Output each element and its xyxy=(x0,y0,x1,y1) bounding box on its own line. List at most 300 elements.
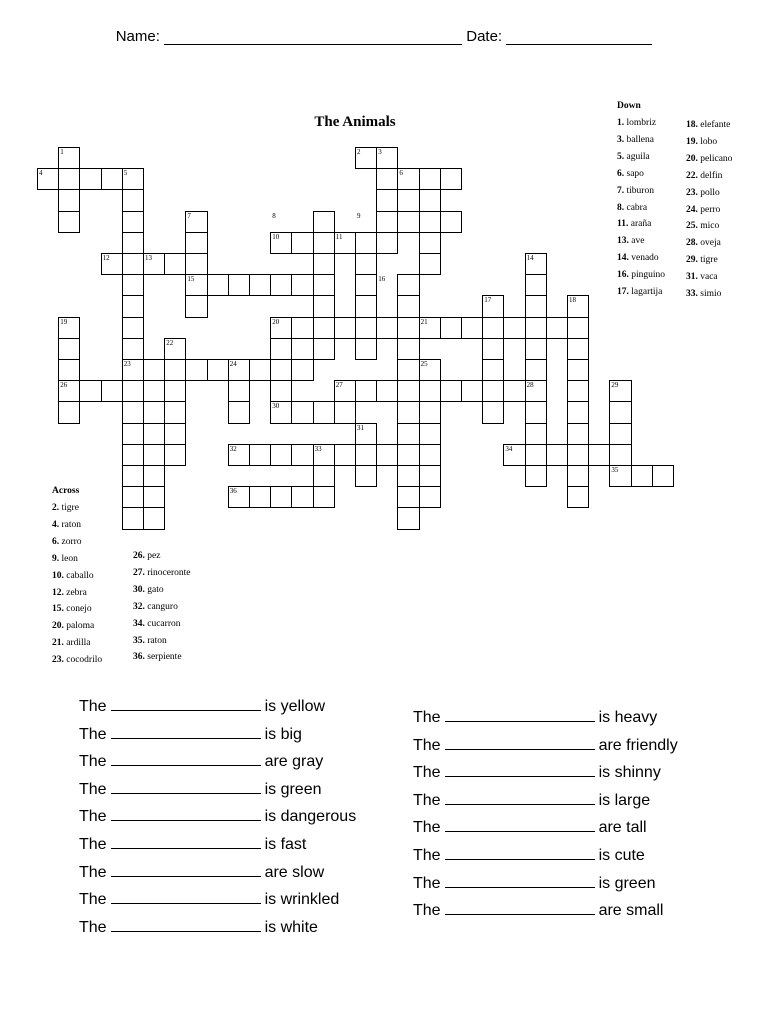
crossword-cell[interactable] xyxy=(482,380,504,402)
clue-item-word: conejo xyxy=(63,604,92,615)
crossword-cell[interactable] xyxy=(567,359,589,381)
crossword-cell[interactable] xyxy=(122,465,144,487)
answer-blank[interactable] xyxy=(445,817,595,832)
clue-item-number: 1. xyxy=(617,118,625,128)
crossword-cell[interactable] xyxy=(334,401,356,423)
answer-blank[interactable] xyxy=(445,762,595,777)
crossword-cell[interactable] xyxy=(567,401,589,423)
crossword-cell[interactable] xyxy=(143,465,165,487)
crossword-cell[interactable] xyxy=(143,401,165,423)
clue-number: 31 xyxy=(357,423,364,432)
crossword-cell[interactable] xyxy=(525,401,547,423)
sentence-row xyxy=(413,759,678,787)
crossword-cell[interactable] xyxy=(355,295,377,317)
clue-number: 2 xyxy=(357,148,361,156)
clue-item-number: 35. xyxy=(133,635,145,646)
clue-item-word: mico xyxy=(697,221,720,232)
sentence-row xyxy=(413,704,678,732)
crossword-cell[interactable] xyxy=(397,359,419,381)
clue-number: 33 xyxy=(314,444,322,453)
crossword-cell[interactable] xyxy=(313,465,335,487)
sentence-the: The xyxy=(413,819,441,837)
answer-blank[interactable] xyxy=(445,707,595,722)
clue-number: 19 xyxy=(60,317,68,326)
clue-item-word: pez xyxy=(144,551,161,561)
crossword-cell[interactable] xyxy=(58,168,80,190)
crossword-cell[interactable] xyxy=(291,401,313,423)
crossword-cell[interactable] xyxy=(419,465,441,487)
crossword-cell[interactable] xyxy=(461,317,483,339)
crossword-cell[interactable] xyxy=(397,211,419,233)
sentence-ending: is large xyxy=(598,791,651,809)
clue-item-word: araña xyxy=(628,219,652,230)
crossword-cell[interactable] xyxy=(143,444,165,466)
answer-blank[interactable] xyxy=(445,790,595,805)
across-clues-col1 xyxy=(52,500,102,669)
crossword-cell[interactable] xyxy=(313,295,335,317)
crossword-cell[interactable] xyxy=(249,359,271,381)
clue-item-number: 32. xyxy=(133,601,145,612)
clue-number: 11 xyxy=(335,232,343,241)
sentence-ending: are small xyxy=(598,902,664,920)
answer-blank[interactable] xyxy=(111,806,261,821)
clue-item-number: 3. xyxy=(617,134,625,145)
crossword-cell[interactable] xyxy=(567,317,589,339)
crossword-cell[interactable] xyxy=(419,444,441,466)
clue-number: 9 xyxy=(357,211,361,220)
crossword-cell[interactable] xyxy=(58,211,80,233)
crossword-cell[interactable] xyxy=(376,380,398,402)
crossword-cell[interactable] xyxy=(503,380,525,402)
crossword-cell[interactable] xyxy=(397,295,419,317)
clue-item-number: 30. xyxy=(133,584,145,595)
crossword-cell[interactable] xyxy=(313,253,335,275)
clue-item-word: pollo xyxy=(697,187,720,198)
crossword-cell[interactable] xyxy=(270,338,292,360)
clue-number: 8 xyxy=(272,211,276,220)
answer-blank[interactable] xyxy=(111,751,261,766)
clue-item-number: 5. xyxy=(617,151,625,162)
crossword-cell[interactable] xyxy=(525,359,547,381)
clue-number: 28 xyxy=(526,381,534,390)
crossword-cell[interactable] xyxy=(313,211,335,233)
crossword-cell[interactable] xyxy=(355,465,377,487)
crossword-cell[interactable] xyxy=(101,168,123,190)
sentence-ending: is heavy xyxy=(598,709,658,726)
clue-item xyxy=(52,568,102,585)
answer-blank[interactable] xyxy=(111,917,261,932)
crossword-cell[interactable] xyxy=(291,486,313,508)
sentence-ending: are friendly xyxy=(598,736,678,754)
answer-blank[interactable] xyxy=(445,735,595,750)
sentence-the: The xyxy=(79,753,107,771)
crossword-cell[interactable] xyxy=(376,232,398,254)
answer-blank[interactable] xyxy=(445,845,595,860)
answer-blank[interactable] xyxy=(445,873,595,888)
crossword-title: The Animals xyxy=(314,114,396,130)
clue-item-word: gato xyxy=(144,584,164,595)
crossword-cell[interactable] xyxy=(122,444,144,466)
sentence-row xyxy=(79,886,356,914)
sentence-ending: is white xyxy=(264,918,318,936)
crossword-cell[interactable] xyxy=(567,380,589,402)
clue-number: 26 xyxy=(60,381,68,390)
clue-number: 21 xyxy=(420,317,428,326)
crossword-cell[interactable] xyxy=(164,359,186,381)
clue-item xyxy=(52,618,102,635)
crossword-cell[interactable] xyxy=(525,338,547,360)
crossword-cell[interactable] xyxy=(482,359,504,381)
crossword-cell[interactable] xyxy=(207,359,229,381)
clue-item xyxy=(617,115,665,132)
sentence-ending: is fast xyxy=(264,835,307,853)
crossword-cell[interactable] xyxy=(355,380,377,402)
crossword-cell[interactable] xyxy=(397,423,419,445)
clue-item-number: 22. xyxy=(686,170,698,181)
clue-item xyxy=(133,582,191,599)
crossword-cell[interactable] xyxy=(143,423,165,445)
crossword-cell[interactable] xyxy=(419,423,441,445)
clue-item-word: raton xyxy=(144,635,167,646)
clue-item-number: 31. xyxy=(686,272,698,283)
crossword-cell[interactable] xyxy=(397,338,419,360)
crossword-cell[interactable] xyxy=(291,317,313,339)
crossword-cell[interactable] xyxy=(440,211,462,233)
crossword-cell[interactable] xyxy=(355,232,377,254)
crossword-cell[interactable] xyxy=(228,274,250,296)
crossword-cell[interactable] xyxy=(588,444,610,466)
crossword-cell[interactable] xyxy=(482,401,504,423)
clue-number: 7 xyxy=(187,211,191,220)
clue-number: 15 xyxy=(187,275,195,284)
crossword-cell[interactable] xyxy=(609,423,631,445)
crossword-cell[interactable] xyxy=(185,295,207,317)
crossword-cell[interactable] xyxy=(397,274,419,296)
sentences-right xyxy=(413,704,678,925)
answer-blank[interactable] xyxy=(111,696,261,711)
crossword-cell[interactable] xyxy=(79,168,101,190)
sentence-row xyxy=(413,787,678,815)
crossword-cell[interactable] xyxy=(397,401,419,423)
crossword-cell[interactable] xyxy=(143,486,165,508)
sentence-the: The xyxy=(413,874,441,892)
sentence-the: The xyxy=(79,835,107,853)
crossword-cell[interactable] xyxy=(567,338,589,360)
clue-item xyxy=(617,233,665,250)
clue-item-word: tigre xyxy=(697,255,718,266)
crossword-cell[interactable] xyxy=(313,401,335,423)
crossword-cell[interactable] xyxy=(79,380,101,402)
crossword-cell[interactable] xyxy=(397,486,419,508)
clue-item-number: 36. xyxy=(133,652,145,663)
clue-item xyxy=(617,216,665,233)
sentence-the: The xyxy=(413,902,441,920)
crossword-cell[interactable] xyxy=(652,465,674,487)
clue-item-word: oveja xyxy=(697,238,721,249)
clue-item xyxy=(617,166,665,183)
clue-item-word: cocodrilo xyxy=(63,655,103,666)
crossword-cell[interactable] xyxy=(355,444,377,466)
crossword-cell[interactable] xyxy=(185,359,207,381)
crossword-cell[interactable] xyxy=(291,232,313,254)
answer-blank[interactable] xyxy=(445,900,595,915)
clue-item-number: 4. xyxy=(52,519,60,530)
sentence-the: The xyxy=(79,863,107,881)
crossword-cell[interactable] xyxy=(334,444,356,466)
crossword-cell[interactable] xyxy=(313,486,335,508)
clue-item xyxy=(686,151,732,168)
crossword-cell[interactable] xyxy=(482,338,504,360)
crossword-cell[interactable] xyxy=(419,232,441,254)
crossword-cell[interactable] xyxy=(355,317,377,339)
crossword-cell[interactable] xyxy=(122,274,144,296)
clue-item xyxy=(617,267,665,284)
sentence-the: The xyxy=(413,791,441,809)
crossword-cell[interactable] xyxy=(609,401,631,423)
clue-item-number: 25. xyxy=(686,221,698,232)
clue-item xyxy=(686,269,732,286)
clue-item-word: rinoceronte xyxy=(144,567,191,578)
crossword-cell[interactable] xyxy=(355,253,377,275)
clue-item-number: 12. xyxy=(52,587,64,598)
sentence-row xyxy=(79,721,356,749)
clue-item-word: lagartija xyxy=(628,287,663,298)
crossword-cell[interactable] xyxy=(334,317,356,339)
clue-item-number: 2. xyxy=(52,503,60,513)
clue-item-number: 6. xyxy=(617,168,625,179)
crossword-cell[interactable] xyxy=(440,168,462,190)
clue-item xyxy=(133,616,191,633)
crossword-cell[interactable] xyxy=(419,401,441,423)
clue-number: 32 xyxy=(229,444,237,453)
crossword-cell[interactable] xyxy=(270,359,292,381)
sentence-the: The xyxy=(413,846,441,864)
sentence-the: The xyxy=(79,698,107,715)
crossword-cell[interactable] xyxy=(122,423,144,445)
crossword-cell[interactable] xyxy=(397,465,419,487)
clue-item-number: 18. xyxy=(686,120,698,130)
crossword-cell[interactable] xyxy=(58,338,80,360)
crossword-cell[interactable] xyxy=(122,189,144,211)
clue-item-word: ballena xyxy=(624,134,654,145)
crossword-cell[interactable] xyxy=(567,444,589,466)
clue-number: 10 xyxy=(272,232,280,241)
crossword-cell[interactable] xyxy=(164,380,186,402)
sentence-row xyxy=(79,776,356,804)
crossword-cell[interactable] xyxy=(397,507,419,529)
clue-item-number: 24. xyxy=(686,204,698,215)
crossword-cell[interactable] xyxy=(122,317,144,339)
clue-item xyxy=(686,117,732,134)
crossword-cell[interactable] xyxy=(419,168,441,190)
clue-item xyxy=(52,551,102,568)
clue-item xyxy=(617,284,665,301)
crossword-cell[interactable] xyxy=(122,295,144,317)
clue-item xyxy=(617,200,665,217)
across-clues xyxy=(52,483,79,500)
crossword-cell[interactable] xyxy=(207,274,229,296)
clue-item xyxy=(686,235,732,252)
crossword-cell[interactable] xyxy=(143,507,165,529)
clue-item-word: perro xyxy=(697,204,721,215)
crossword-cell[interactable] xyxy=(313,274,335,296)
crossword-cell[interactable] xyxy=(58,401,80,423)
crossword-cell[interactable] xyxy=(355,338,377,360)
crossword-cell[interactable] xyxy=(376,189,398,211)
clue-number: 25 xyxy=(420,360,428,368)
crossword-cell[interactable] xyxy=(249,444,271,466)
answer-blank[interactable] xyxy=(111,779,261,794)
answer-blank[interactable] xyxy=(111,724,261,739)
crossword-cell[interactable] xyxy=(525,444,547,466)
clue-number: 14 xyxy=(526,254,534,262)
crossword-cell[interactable] xyxy=(440,317,462,339)
clue-number: 36 xyxy=(229,487,237,496)
crossword-cell[interactable] xyxy=(291,274,313,296)
clue-item xyxy=(686,202,732,219)
clue-item xyxy=(686,168,732,185)
crossword-cell[interactable] xyxy=(122,507,144,529)
crossword-cell[interactable] xyxy=(143,380,165,402)
clue-number: 30 xyxy=(272,402,280,411)
sentence-the: The xyxy=(79,780,107,798)
crossword-cell[interactable] xyxy=(397,317,419,339)
sentence-the: The xyxy=(413,736,441,754)
clue-item-number: 13. xyxy=(617,236,629,247)
clue-number: 5 xyxy=(123,169,128,178)
crossword-cell[interactable] xyxy=(313,317,335,339)
crossword-cell[interactable] xyxy=(249,486,271,508)
crossword-cell[interactable] xyxy=(228,380,250,402)
crossword-cell[interactable] xyxy=(546,317,568,339)
clue-item xyxy=(52,534,102,551)
crossword-cell[interactable] xyxy=(355,274,377,296)
sentence-ending: is shinny xyxy=(598,764,661,782)
clue-item xyxy=(52,500,102,517)
clue-number: 17 xyxy=(484,296,492,305)
crossword-cell[interactable] xyxy=(185,232,207,254)
crossword-cell[interactable] xyxy=(164,444,186,466)
crossword-cell[interactable] xyxy=(122,232,144,254)
clue-item-word: pinguino xyxy=(628,270,666,281)
crossword-cell[interactable] xyxy=(376,444,398,466)
clue-item-number: 21. xyxy=(52,638,64,649)
crossword-cell[interactable] xyxy=(164,401,186,423)
crossword-cell[interactable] xyxy=(270,380,292,402)
crossword-cell[interactable] xyxy=(376,168,398,190)
crossword-cell[interactable] xyxy=(58,359,80,381)
clue-item xyxy=(133,565,191,582)
crossword-cell[interactable] xyxy=(122,253,144,275)
crossword-cell[interactable] xyxy=(164,423,186,445)
crossword-cell[interactable] xyxy=(376,317,398,339)
crossword-cell[interactable] xyxy=(101,380,123,402)
clue-item-word: lobo xyxy=(697,136,718,147)
crossword-cell[interactable] xyxy=(270,274,292,296)
crossword-cell[interactable] xyxy=(122,380,144,402)
crossword-cell[interactable] xyxy=(143,359,165,381)
crossword-cell[interactable] xyxy=(525,295,547,317)
crossword-cell[interactable] xyxy=(525,317,547,339)
crossword-cell[interactable] xyxy=(270,486,292,508)
sentence-row xyxy=(413,814,678,842)
clue-item-number: 23. xyxy=(686,187,698,198)
answer-blank[interactable] xyxy=(111,834,261,849)
down-clues-col2 xyxy=(686,117,732,303)
clue-item-word: raton xyxy=(59,519,82,530)
crossword-cell[interactable] xyxy=(313,232,335,254)
down-clues xyxy=(617,98,641,115)
across-heading: Across xyxy=(52,486,80,496)
crossword-cell[interactable] xyxy=(376,211,398,233)
crossword-cell[interactable] xyxy=(164,253,186,275)
crossword-cell[interactable] xyxy=(397,380,419,402)
answer-blank[interactable] xyxy=(111,889,261,904)
answer-blank[interactable] xyxy=(111,862,261,877)
crossword-cell[interactable] xyxy=(440,380,462,402)
crossword-cell[interactable] xyxy=(546,444,568,466)
clue-number: 29 xyxy=(611,381,619,390)
crossword-cell[interactable] xyxy=(58,189,80,211)
crossword-cell[interactable] xyxy=(313,338,335,360)
clue-item-number: 20. xyxy=(686,153,698,164)
crossword-cell[interactable] xyxy=(122,338,144,360)
crossword-cell[interactable] xyxy=(419,380,441,402)
crossword-cell[interactable] xyxy=(609,444,631,466)
crossword-cell[interactable] xyxy=(270,444,292,466)
crossword-cell[interactable] xyxy=(419,189,441,211)
crossword-cell[interactable] xyxy=(122,486,144,508)
sentence-the: The xyxy=(79,725,107,743)
clue-number: 27 xyxy=(335,381,343,390)
crossword-cell[interactable] xyxy=(567,423,589,445)
clue-number: 24 xyxy=(229,360,237,368)
crossword-cell[interactable] xyxy=(631,465,653,487)
crossword-cell[interactable] xyxy=(228,401,250,423)
crossword-cell[interactable] xyxy=(291,359,313,381)
clue-number: 16 xyxy=(378,275,386,284)
crossword-cell[interactable] xyxy=(185,253,207,275)
clue-item-number: 11. xyxy=(617,219,629,230)
crossword-cell[interactable] xyxy=(525,465,547,487)
sentence-the: The xyxy=(79,891,107,909)
crossword-cell[interactable] xyxy=(567,486,589,508)
crossword-cell[interactable] xyxy=(419,253,441,275)
crossword-cell[interactable] xyxy=(419,211,441,233)
crossword-cell[interactable] xyxy=(525,423,547,445)
clue-item xyxy=(617,183,665,200)
clue-item-word: serpiente xyxy=(144,652,182,663)
crossword-cell[interactable] xyxy=(567,465,589,487)
clue-item-word: caballo xyxy=(63,570,94,581)
clue-number: 13 xyxy=(145,254,152,262)
crossword-cell[interactable] xyxy=(525,274,547,296)
crossword-cell[interactable] xyxy=(122,211,144,233)
clue-number: 34 xyxy=(505,444,513,453)
clue-item xyxy=(133,548,191,565)
crossword-cell[interactable] xyxy=(122,401,144,423)
crossword-cell[interactable] xyxy=(397,444,419,466)
crossword-cell[interactable] xyxy=(291,444,313,466)
crossword-cell[interactable] xyxy=(249,274,271,296)
crossword-cell[interactable] xyxy=(503,317,525,339)
across-clues-col2 xyxy=(133,548,191,666)
clue-number: 6 xyxy=(399,169,403,178)
crossword-cell[interactable] xyxy=(482,317,504,339)
crossword-cell[interactable] xyxy=(419,486,441,508)
clue-item-word: pelicano xyxy=(697,153,733,164)
crossword-cell[interactable] xyxy=(461,380,483,402)
